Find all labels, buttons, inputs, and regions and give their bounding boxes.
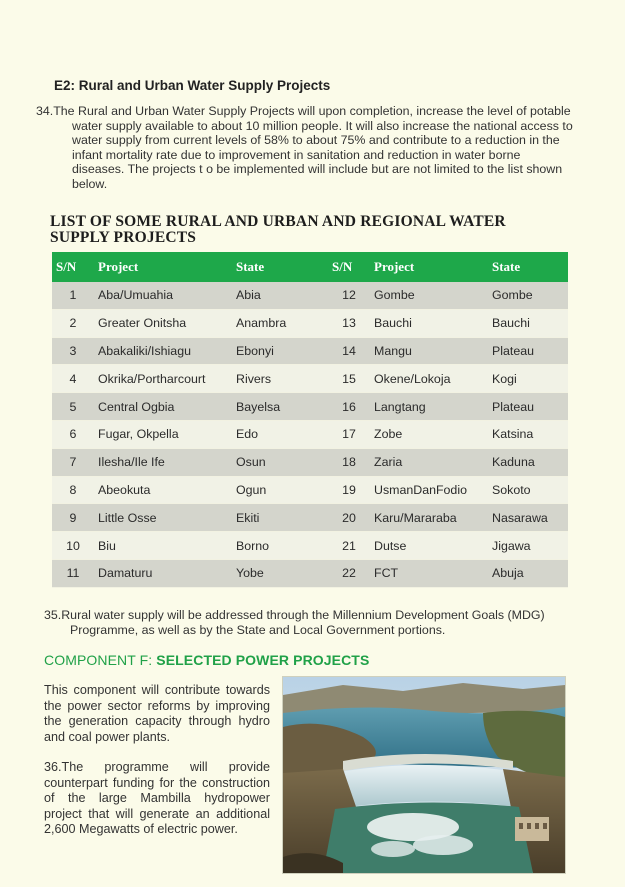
- cell-state-1: Rivers: [232, 365, 328, 393]
- cell-project-2: Okene/Lokoja: [370, 365, 488, 393]
- cell-project-1: Aba/Umuahia: [94, 282, 232, 309]
- cell-state-2: Kogi: [488, 365, 568, 393]
- cell-project-2: Dutse: [370, 532, 488, 560]
- cell-state-1: Ekiti: [232, 504, 328, 532]
- cell-project-1: Biu: [94, 532, 232, 560]
- header-sn-2: S/N: [328, 252, 370, 282]
- cell-sn-2: 19: [328, 476, 370, 504]
- cell-state-2: Nasarawa: [488, 504, 568, 532]
- table-row: [52, 309, 568, 337]
- paragraph-34-text: 34.The Rural and Urban Water Supply Projects will upon completion, increase the level of potable water supply available to about 10 million people. It will also increase the national access to water supply from current levels of 58% to about 75% and contribute to a reduction in the infant mortality rate due to improvement in sanitation and reduction in water borne diseases. The projects t o be implemented will include but are not limited to the list shown below.: [36, 104, 573, 191]
- cell-project-1: Greater Onitsha: [94, 309, 232, 337]
- cell-state-2: Plateau: [488, 337, 568, 365]
- cell-sn-1: 1: [52, 282, 94, 309]
- cell-state-1: Bayelsa: [232, 393, 328, 421]
- table-row: [52, 337, 568, 365]
- cell-state-2: Plateau: [488, 393, 568, 421]
- paragraph-36: 36.The programme will provide counterpart funding for the construction of the large Mambilla hydropower project that will generate an additional 2,600 Megawatts of electric power.: [44, 760, 270, 837]
- paragraph-35: [44, 608, 574, 637]
- cell-sn-1: 2: [52, 309, 94, 337]
- cell-project-1: Fugar, Okpella: [94, 420, 232, 448]
- cell-project-2: UsmanDanFodio: [370, 476, 488, 504]
- cell-sn-1: 10: [52, 532, 94, 560]
- table-body: [52, 282, 568, 587]
- table-row: [52, 476, 568, 504]
- table-row: [52, 393, 568, 421]
- cell-project-2: Zaria: [370, 448, 488, 476]
- dam-photo-illustration: [283, 677, 565, 873]
- cell-sn-2: 17: [328, 420, 370, 448]
- cell-sn-2: 14: [328, 337, 370, 365]
- header-project-2: Project: [370, 252, 488, 282]
- cell-sn-2: 20: [328, 504, 370, 532]
- component-intro: This component will contribute towards the power sector reforms by improving the generation capacity through hydro and coal power plants.: [44, 683, 270, 744]
- cell-project-1: Ilesha/Ile Ife: [94, 448, 232, 476]
- cell-state-2: Jigawa: [488, 532, 568, 560]
- cell-state-1: Edo: [232, 420, 328, 448]
- cell-sn-2: 13: [328, 309, 370, 337]
- component-f-title: SELECTED POWER PROJECTS: [156, 652, 370, 668]
- cell-state-2: Kaduna: [488, 448, 568, 476]
- cell-sn-1: 3: [52, 337, 94, 365]
- cell-sn-1: 9: [52, 504, 94, 532]
- cell-project-2: Karu/Mararaba: [370, 504, 488, 532]
- table-row: [52, 504, 568, 532]
- cell-state-2: Katsina: [488, 420, 568, 448]
- cell-state-2: Sokoto: [488, 476, 568, 504]
- header-sn-1: S/N: [52, 252, 94, 282]
- cell-state-1: Abia: [232, 282, 328, 309]
- table-row: [52, 559, 568, 587]
- table-header-row: [52, 252, 568, 282]
- header-project-1: Project: [94, 252, 232, 282]
- table-row: [52, 365, 568, 393]
- cell-state-1: Ebonyi: [232, 337, 328, 365]
- cell-state-1: Osun: [232, 448, 328, 476]
- cell-project-1: Abeokuta: [94, 476, 232, 504]
- cell-state-1: Ogun: [232, 476, 328, 504]
- cell-state-1: Yobe: [232, 559, 328, 587]
- cell-sn-1: 7: [52, 448, 94, 476]
- cell-project-1: Little Osse: [94, 504, 232, 532]
- cell-project-1: Damaturu: [94, 559, 232, 587]
- cell-state-2: Gombe: [488, 282, 568, 309]
- projects-table: [52, 252, 568, 588]
- cell-project-2: Bauchi: [370, 309, 488, 337]
- cell-project-2: Langtang: [370, 393, 488, 421]
- paragraph-34: [36, 104, 576, 192]
- header-state-2: State: [488, 252, 568, 282]
- section-title: E2: Rural and Urban Water Supply Projects: [54, 78, 331, 93]
- dam-photo: [282, 676, 566, 874]
- cell-project-2: Mangu: [370, 337, 488, 365]
- cell-sn-1: 4: [52, 365, 94, 393]
- cell-project-2: Gombe: [370, 282, 488, 309]
- cell-sn-2: 18: [328, 448, 370, 476]
- cell-sn-2: 12: [328, 282, 370, 309]
- cell-sn-1: 6: [52, 420, 94, 448]
- table-row: [52, 420, 568, 448]
- cell-project-1: Abakaliki/Ishiagu: [94, 337, 232, 365]
- cell-state-1: Borno: [232, 532, 328, 560]
- cell-project-1: Okrika/Portharcourt: [94, 365, 232, 393]
- table-row: [52, 448, 568, 476]
- cell-sn-1: 11: [52, 559, 94, 587]
- component-f-prefix: COMPONENT F:: [44, 652, 157, 668]
- cell-sn-2: 21: [328, 532, 370, 560]
- cell-sn-1: 8: [52, 476, 94, 504]
- header-state-1: State: [232, 252, 328, 282]
- cell-sn-2: 16: [328, 393, 370, 421]
- cell-sn-2: 15: [328, 365, 370, 393]
- cell-project-2: Zobe: [370, 420, 488, 448]
- table-row: [52, 532, 568, 560]
- list-title: LIST OF SOME RURAL AND URBAN AND REGIONAL WATER SUPPLY PROJECTS: [50, 213, 506, 246]
- cell-sn-1: 5: [52, 393, 94, 421]
- component-f-heading: [44, 652, 369, 668]
- cell-project-1: Central Ogbia: [94, 393, 232, 421]
- cell-state-2: Abuja: [488, 559, 568, 587]
- cell-sn-2: 22: [328, 559, 370, 587]
- table-row: [52, 282, 568, 309]
- paragraph-35-text: 35.Rural water supply will be addressed through the Millennium Development Goals (MDG) Programme, as well as by the State and Local Government portions.: [44, 608, 545, 637]
- cell-state-2: Bauchi: [488, 309, 568, 337]
- cell-state-1: Anambra: [232, 309, 328, 337]
- cell-project-2: FCT: [370, 559, 488, 587]
